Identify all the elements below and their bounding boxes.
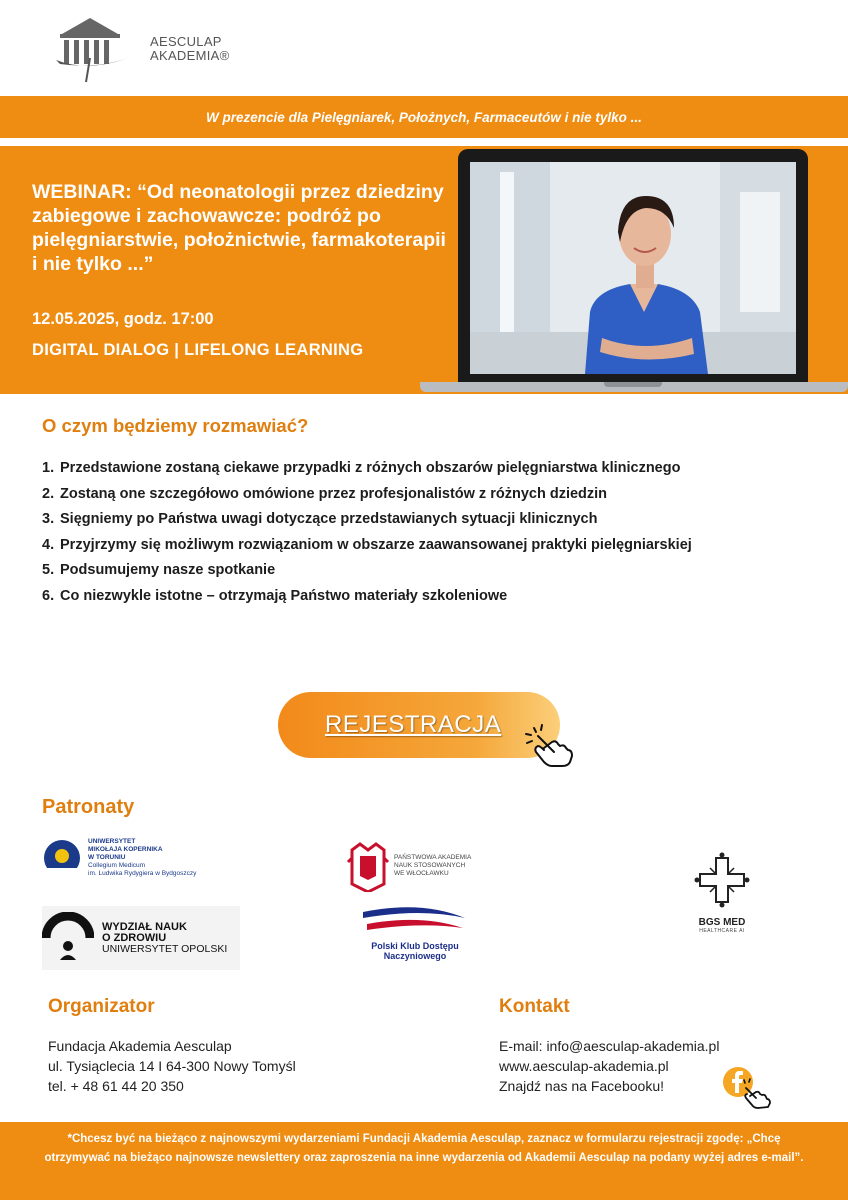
contact-facebook[interactable]: Znajdź nas na Facebooku! [499,1078,664,1094]
facebook-icon[interactable] [722,1066,774,1110]
pointing-hand-icon [524,722,574,768]
patrons-title: Patronaty [42,796,135,818]
agenda-item-text: Podsumujemy nasze spotkanie [60,562,276,578]
umk-emblem-icon [42,838,82,878]
umk-logo [42,838,196,878]
pkdn-line-1: Polski Klub Dostępu [371,941,459,951]
umk-line-5: im. Ludwika Rydygiera w Bydgoszczy [88,870,197,877]
agenda-item [42,558,822,584]
gift-banner [0,96,848,138]
nurse-illustration [470,162,796,374]
pans-line-1: PAŃSTWOWA AKADEMIA [394,854,472,861]
wnz-logo [42,906,240,970]
wnz-emblem-icon [42,912,94,964]
agenda-item-text: Przedstawione zostaną ciekawe przypadki z różnych obszarów pielęgniarstwa klinicznego [60,460,681,476]
wnz-line-2: O ZDROWIU [102,931,167,944]
wnz-line-3: UNIWERSYTET OPOLSKI [102,942,228,955]
umk-line-3: W TORUNIU [88,854,126,861]
webinar-title: WEBINAR: “Od neonatologii przez dziedziny zabiegowe i zachowawcze: podróż po pielęgniarstwie, położnictwie, farmakoterapii i nie tylko ...” [32,181,446,275]
pans-line-3: WE WŁOCŁAWKU [394,870,449,877]
pans-emblem-icon [346,840,390,892]
register-button-label: REJESTRACJA [325,711,502,738]
organizer-details [48,1036,296,1096]
wnz-line-1: WYDZIAŁ NAUK [102,920,187,933]
pans-logo [346,840,471,892]
bgs-med-logo [690,852,754,934]
register-button[interactable] [278,692,560,758]
agenda-item-number: 6. [42,587,55,604]
agenda-item-number: 3. [42,511,55,527]
bgs-title: BGS MED [698,917,746,928]
agenda-item-text: Przyjrzymy się możliwym rozwiązaniom w obszarze zaawansowanej praktyki pielęgniarskiej [60,536,692,553]
contact-email[interactable]: E-mail: info@aesculap-akademia.pl [499,1038,720,1054]
agenda-item-text: Sięgniemy po Państwa uwagi dotyczące przedstawianych sytuacji klinicznych [60,511,598,527]
agenda-title: O czym będziemy rozmawiać? [42,415,309,436]
banner-text: W prezencie dla Pielęgniarek, Położnych, Farmaceutów i nie tylko ... [206,109,642,125]
organizer-phone[interactable]: tel. + 48 61 44 20 350 [48,1078,184,1094]
umk-line-2: MIKOŁAJA KOPERNIKA [88,846,163,853]
webinar-date: 12.05.2025, godz. 17:00 [32,310,214,328]
logo-line-2: AKADEMIA® [150,48,230,63]
agenda-item [42,584,822,610]
webinar-series: DIGITAL DIALOG | LIFELONG LEARNING [32,341,364,359]
contact-website[interactable]: www.aesculap-akademia.pl [499,1058,669,1074]
logo-text [150,35,229,63]
pans-line-2: NAUK STOSOWANYCH [394,862,466,869]
agenda-item-number: 4. [42,536,55,553]
temple-logo-icon [52,14,140,84]
logo-line-1: AESCULAP [150,34,222,49]
umk-line-1: UNIWERSYTET [88,838,136,845]
medical-cross-icon [694,852,750,908]
contact-title: Kontakt [499,996,570,1017]
pkdn-line-2: Naczyniowego [383,951,447,961]
bgs-subtitle: HEALTHCARE AI [699,928,745,934]
pkdn-logo [360,904,470,961]
organizer-title: Organizator [48,996,155,1017]
agenda-item-number: 1. [42,460,55,476]
agenda-item-text: Zostaną one szczegółowo omówione przez profesjonalistów z różnych dziedzin [60,485,608,502]
umk-text [88,838,196,878]
contact-details [499,1036,719,1096]
umk-line-4: Collegium Medicum [88,862,146,869]
agenda-item-text: Co niezwykle istotne – otrzymają Państwo materiały szkoleniowe [60,587,508,604]
agenda-item [42,456,822,482]
agenda-item [42,533,822,559]
agenda-list [42,456,822,609]
agenda-item [42,507,822,533]
agenda-item [42,482,822,508]
wnz-text [102,922,227,955]
pkdn-swoosh-icon [361,904,469,934]
footer-text: *Chcesz być na bieżąco z najnowszymi wydarzeniami Fundacji Akademia Aesculap, zaznacz w formularzu rejestracji zgodę: „Chcę otrzymywać na bieżąco najnowsze newslettery oraz zaproszenia na inne wydarzenia od Akademii Aesculap na podany wyżej adres e-mail”. [44,1133,804,1164]
agenda-item-number: 5. [42,562,55,578]
aesculap-logo[interactable] [52,14,229,84]
organizer-address: ul. Tysiąclecia 14 I 64-300 Nowy Tomyśl [48,1058,296,1074]
agenda-item-number: 2. [42,485,55,502]
newsletter-footer [0,1122,848,1200]
pans-text [394,854,471,878]
nurse-photo [470,162,796,374]
laptop-notch [604,382,662,387]
organizer-name: Fundacja Akademia Aesculap [48,1038,232,1054]
